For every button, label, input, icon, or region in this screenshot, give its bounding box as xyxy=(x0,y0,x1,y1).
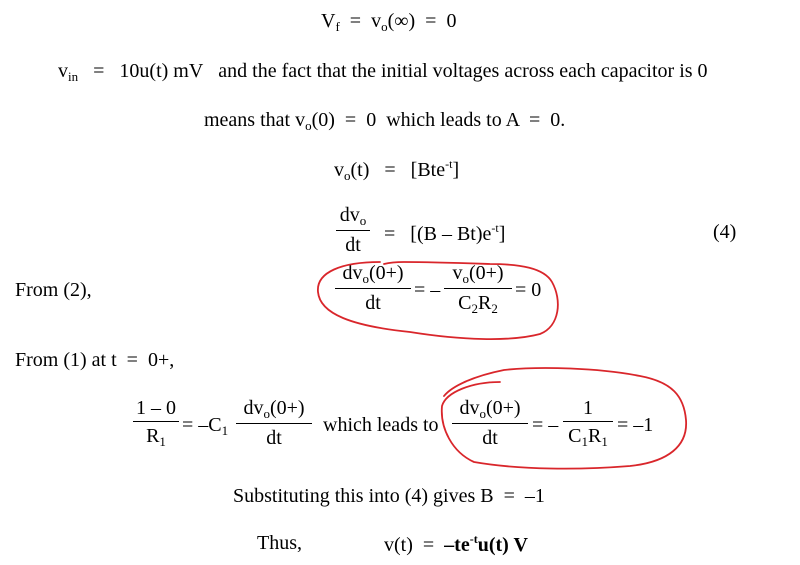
argument: (0+) xyxy=(468,262,504,284)
fraction-bar xyxy=(336,230,370,231)
equals-sign: = xyxy=(422,534,435,556)
fraction-bar xyxy=(133,421,179,422)
subscript: 1 xyxy=(601,434,608,449)
numerator: dv xyxy=(459,397,480,419)
subscript: 1 xyxy=(221,423,229,438)
means-text: means that v xyxy=(204,109,306,131)
vo-subscript: o xyxy=(305,118,312,133)
equals-minus-one: = –1 xyxy=(617,414,654,436)
dvo0-dt-fraction-2 xyxy=(236,398,312,448)
equals-sign: = xyxy=(503,485,515,507)
equals-zero: = 0 xyxy=(515,279,542,301)
vo-symbol: v xyxy=(334,159,344,181)
subscript: 2 xyxy=(471,301,478,316)
value: 0 xyxy=(446,10,457,32)
fraction-bar xyxy=(444,288,512,289)
from-1-label: From (1) at t xyxy=(15,349,117,371)
resistor-symbol: R xyxy=(588,425,602,447)
vf-equation xyxy=(321,11,456,33)
equals-sign: = xyxy=(425,10,437,32)
vo-rhs-close: ] xyxy=(452,159,460,181)
vo-rhs: [Bte xyxy=(410,159,446,181)
fraction-bar xyxy=(236,423,312,424)
numerator: 1 xyxy=(583,397,593,419)
equals-minus: = – xyxy=(414,279,441,301)
final-answer xyxy=(384,533,528,555)
denominator: dt xyxy=(482,427,498,449)
from-2-label: From (2), xyxy=(15,279,92,301)
means-conclusion: which leads to A xyxy=(386,109,519,131)
vf-symbol: V xyxy=(321,10,336,32)
value: 0 xyxy=(366,109,377,131)
numerator: dv xyxy=(243,397,264,419)
vin-symbol: v xyxy=(58,60,68,82)
vo-argument: (0) xyxy=(311,109,335,131)
fraction-bar xyxy=(335,288,411,289)
vo-subscript: o xyxy=(344,168,351,183)
vin-explanation: and the fact that the initial voltages across each capacitor is 0 xyxy=(218,60,708,82)
equals-sign: = xyxy=(384,223,396,245)
final-lhs: v(t) xyxy=(384,534,413,556)
rhs-expression: [(B – Bt)e xyxy=(410,223,492,245)
vo-subscript: o xyxy=(362,271,369,286)
exponent: -t xyxy=(469,532,478,546)
equals-sign: = xyxy=(349,10,362,32)
vin-line xyxy=(58,61,708,83)
vf-subscript: f xyxy=(335,19,340,34)
subscript: 2 xyxy=(491,301,498,316)
argument: (0+) xyxy=(269,397,305,419)
dvo0-dt-fraction-3 xyxy=(452,398,528,448)
fraction-bar xyxy=(563,421,613,422)
denominator: dt xyxy=(266,427,282,449)
vo0-c2r2-fraction xyxy=(444,263,512,315)
dvo-dt-rhs xyxy=(384,222,505,244)
value: 0. xyxy=(550,109,566,131)
final-rhs xyxy=(444,534,528,556)
vo-symbol: v xyxy=(371,10,382,32)
substituting-line xyxy=(233,486,545,506)
vo-subscript: o xyxy=(359,213,367,228)
vin-subscript: in xyxy=(68,69,79,84)
vo-t-equation xyxy=(334,158,459,182)
from-1-line xyxy=(15,350,174,370)
capacitor-symbol: C xyxy=(568,425,582,447)
resistor-symbol: R xyxy=(146,425,160,447)
argument: (0+) xyxy=(485,397,521,419)
equals-sign: = xyxy=(344,109,357,131)
vo-subscript: o xyxy=(462,271,469,286)
equation-number: (4) xyxy=(713,221,737,243)
substituting-text: Substituting this into (4) gives B xyxy=(233,485,494,507)
numerator: dv xyxy=(339,204,360,226)
rhs-close: ] xyxy=(498,223,506,245)
one-minus-zero-fraction xyxy=(133,398,179,448)
exponent: -t xyxy=(491,221,499,235)
vo-argument: (∞) xyxy=(387,10,416,32)
subscript: 1 xyxy=(581,434,588,449)
resistor-symbol: R xyxy=(478,292,492,314)
dvo0-dt-fraction xyxy=(335,263,411,313)
equals-sign: = xyxy=(126,349,138,371)
vo-subscript: o xyxy=(263,406,270,421)
dvo-dt-fraction xyxy=(336,205,370,255)
numerator: 1 – 0 xyxy=(136,397,176,419)
thus-label: Thus, xyxy=(257,532,302,554)
exponent: -t xyxy=(445,157,453,171)
numerator: v xyxy=(452,262,463,284)
which-leads-to-text: which leads to xyxy=(323,414,439,436)
vo-argument: (t) xyxy=(350,159,370,181)
argument: (0+) xyxy=(368,262,404,284)
denominator: dt xyxy=(365,292,381,314)
means-line xyxy=(204,110,565,132)
denominator: dt xyxy=(345,234,361,256)
final-rhs-a: –te xyxy=(444,534,470,556)
equals-sign: = xyxy=(384,159,396,181)
vo-subscript: o xyxy=(479,406,486,421)
vo-subscript: o xyxy=(381,19,388,34)
capacitor-symbol: C xyxy=(458,292,472,314)
vin-value: 10u(t) mV xyxy=(119,60,204,82)
minus-c1 xyxy=(182,415,228,437)
one-over-c1r1-fraction xyxy=(563,398,613,448)
final-rhs-b: u(t) V xyxy=(477,534,528,556)
equals-minus: = – xyxy=(532,414,559,436)
equals-sign: = xyxy=(93,60,105,82)
value: 0+, xyxy=(147,349,175,371)
fraction-bar xyxy=(452,423,528,424)
equals-minus-c: = –C xyxy=(182,414,222,436)
value: –1 xyxy=(524,485,545,507)
subscript: 1 xyxy=(159,434,166,449)
equals-sign: = xyxy=(528,109,541,131)
numerator: dv xyxy=(342,262,363,284)
